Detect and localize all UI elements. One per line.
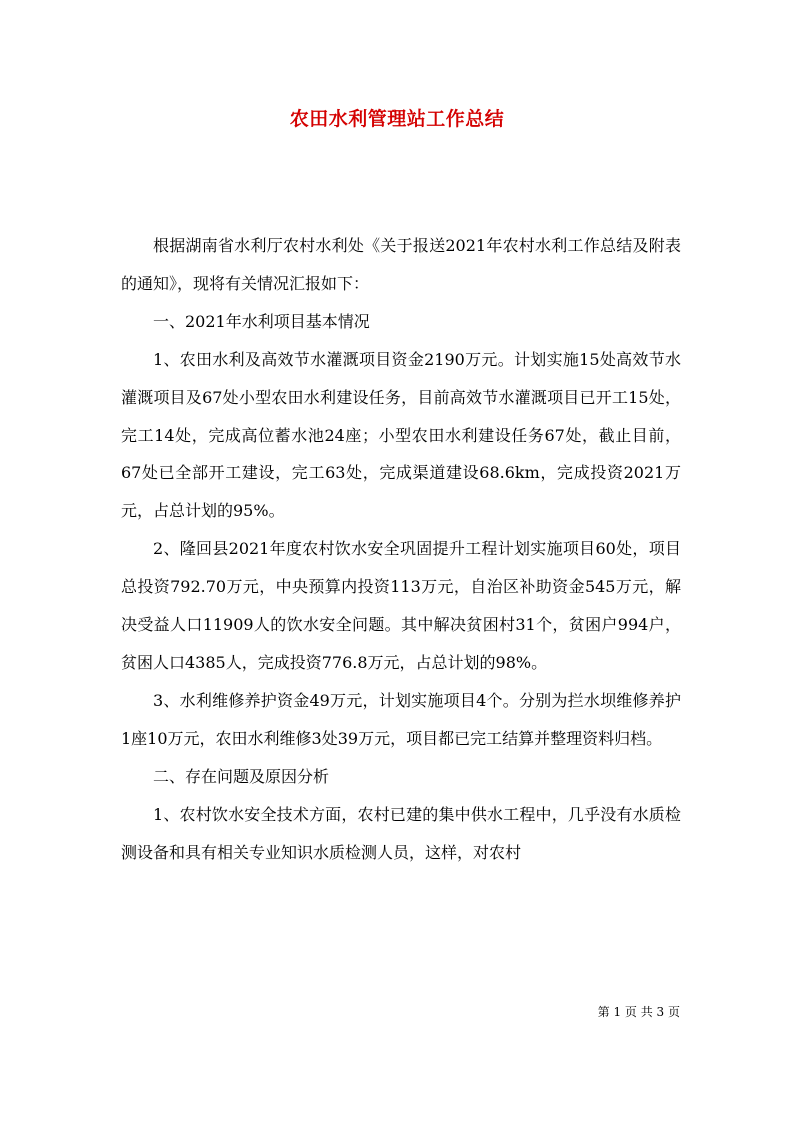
paragraph-item-3: 3、水利维修养护资金49万元，计划实施项目4个。分别为拦水坝维修养护1座10万元，农田水利维修3处39万元，项目都已完工结算并整理资料归档。 [121,690,681,748]
paragraph-item-1: 1、农田水利及高效节水灌溉项目资金2190万元。计划实施15处高效节水灌溉项目及67处小型农田水利建设任务，目前高效节水灌溉项目已开工15处，完工14处，完成高位蓄水池24座；小型农田水利建设任务67处，截止目前，67处已全部开工建设，完工63处，完成渠道建设68.6km，完成投资2021万元，占总计划的95%。 [121,349,681,521]
paragraph-intro: 根据湖南省水利厅农村水利处《关于报送2021年农村水利工作总结及附表的通知》，现将有关情况汇报如下： [121,236,681,293]
document-body [121,227,681,871]
section-heading-2: 二、存在问题及原因分析 [153,766,330,786]
section-heading-1: 一、2021年水利项目基本情况 [153,311,370,331]
paragraph-item-2: 2、隆回县2021年度农村饮水安全巩固提升工程计划实施项目60处，项目总投资792.70万元，中央预算内投资113万元，自治区补助资金545万元，解决受益人口11909人的饮水安全问题。其中解决贫困村31个，贫困户994户，贫困人口4385人，完成投资776.8万元，占总计划的98%。 [121,539,681,672]
paragraph-problem-1: 1、农村饮水安全技术方面，农村已建的集中供水工程中，几乎没有水质检测设备和具有相关专业知识水质检测人员，这样，对农村 [121,804,681,862]
document-title: 农田水利管理站工作总结 [289,108,505,130]
page-number: 第 1 页 共 3 页 [597,1005,680,1019]
